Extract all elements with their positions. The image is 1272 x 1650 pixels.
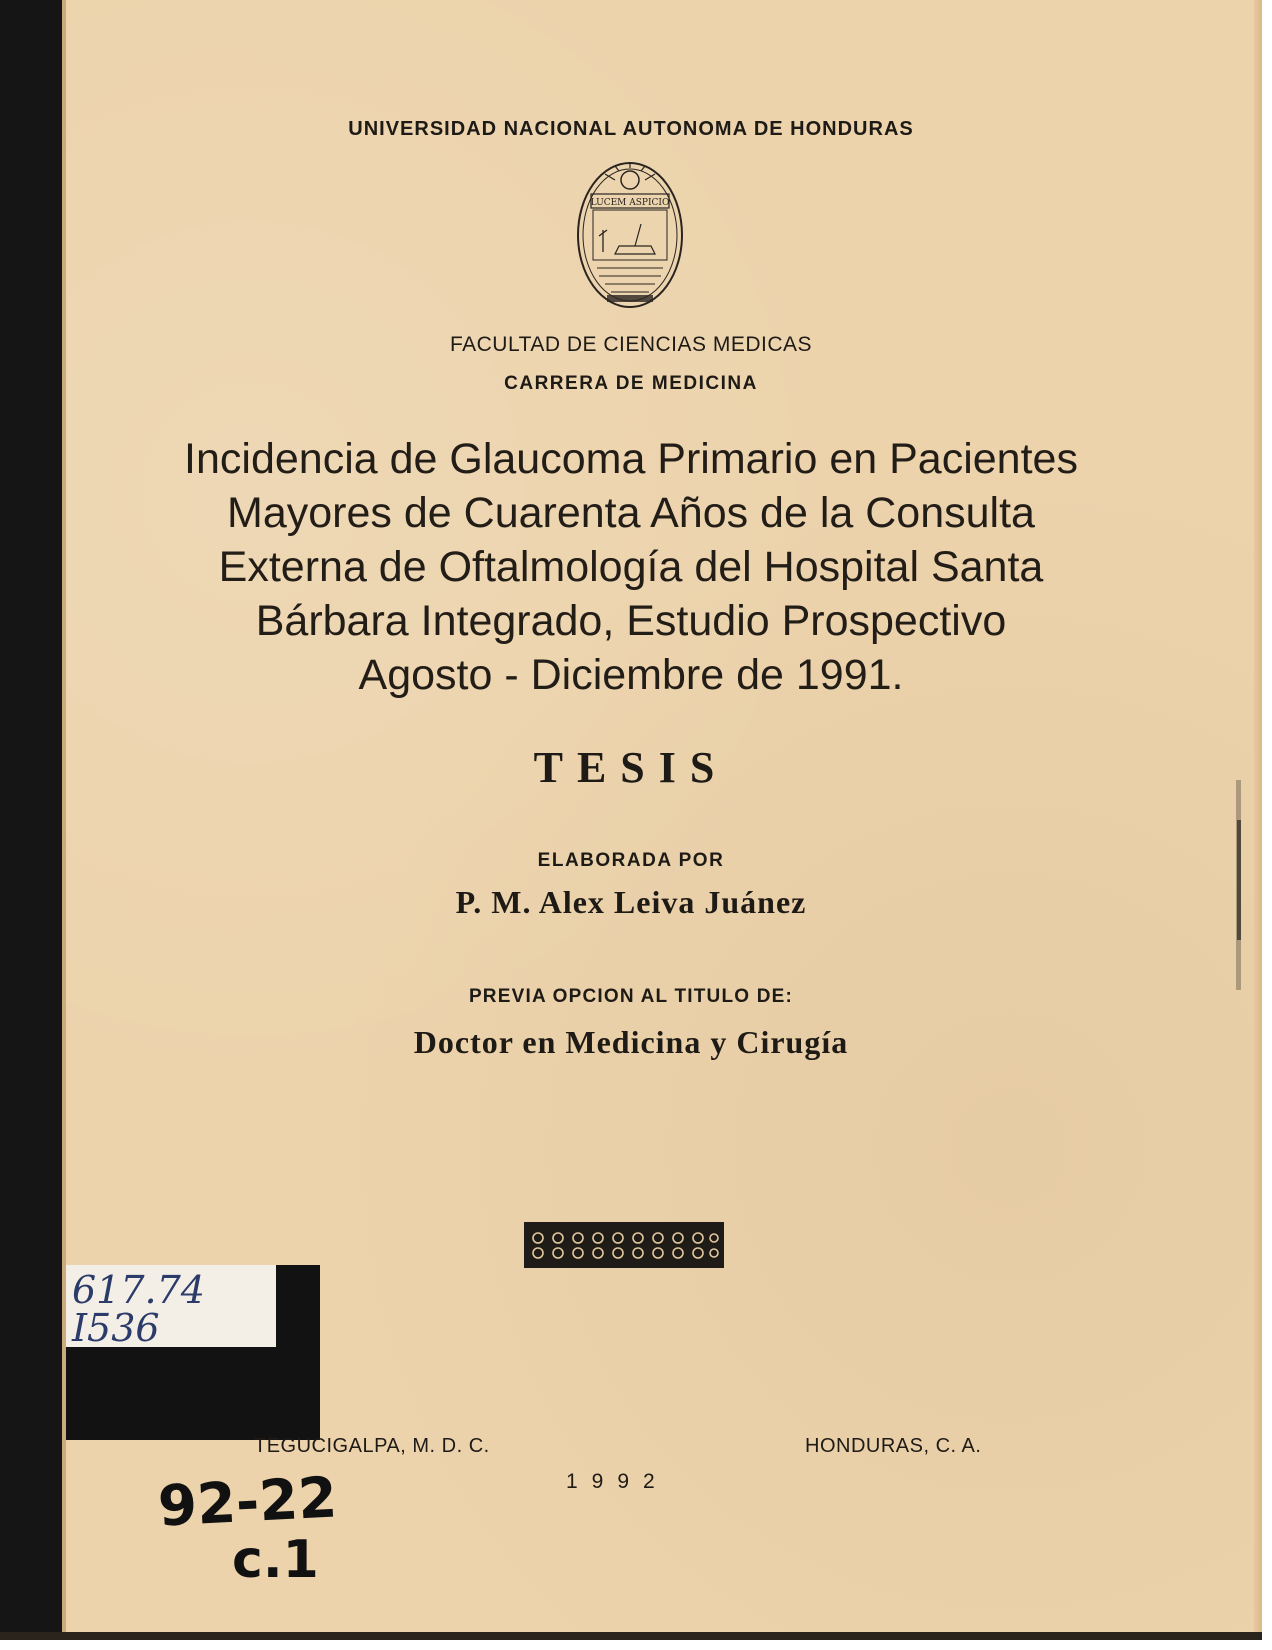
prepared-by-label: ELABORADA POR (537, 850, 725, 871)
degree-title: Doctor en Medicina y Cirugía (413, 1024, 849, 1060)
career-name: CARRERA DE MEDICINA (504, 373, 758, 394)
page-right-edge (1254, 0, 1262, 1640)
call-number-line-1: 617.74 (72, 1268, 205, 1312)
publication-city: TEGUCIGALPA, M. D. C. (254, 1435, 490, 1457)
title-line: Mayores de Cuarenta Años de la Consulta (227, 489, 1035, 537)
title-line: Agosto - Diciembre de 1991. (358, 651, 904, 699)
handwritten-accession-number: 92-22 (156, 1465, 339, 1540)
decorative-ornament-icon (524, 1222, 724, 1268)
handwritten-copy-number: c.1 (232, 1530, 319, 1590)
title-line: Externa de Oftalmología del Hospital Santa (218, 543, 1044, 591)
faculty-name: FACULTAD DE CIENCIAS MEDICAS (449, 333, 813, 356)
binding-spine (0, 0, 62, 1640)
title-line: Bárbara Integrado, Estudio Prospectivo (255, 597, 1007, 645)
call-number-line-2: I536 (72, 1306, 160, 1350)
page-bottom-edge (0, 1632, 1262, 1640)
publication-year: 1992 (566, 1470, 669, 1493)
document-type-label: TESIS (533, 743, 729, 792)
degree-option-label: PREVIA OPCION AL TITULO DE: (468, 986, 794, 1007)
author-name: P. M. Alex Leiva Juánez (455, 884, 807, 920)
title-line: Incidencia de Glaucoma Primario en Pacientes (184, 435, 1078, 483)
library-stamp-icon (1232, 780, 1246, 990)
thesis-title (66, 432, 1196, 702)
publication-country: HONDURAS, C. A. (805, 1435, 982, 1457)
seal-motto: LUCEM ASPICIO (590, 198, 670, 208)
university-name: UNIVERSIDAD NACIONAL AUTONOMA DE HONDURAS (348, 118, 914, 140)
university-seal-icon (575, 160, 685, 310)
